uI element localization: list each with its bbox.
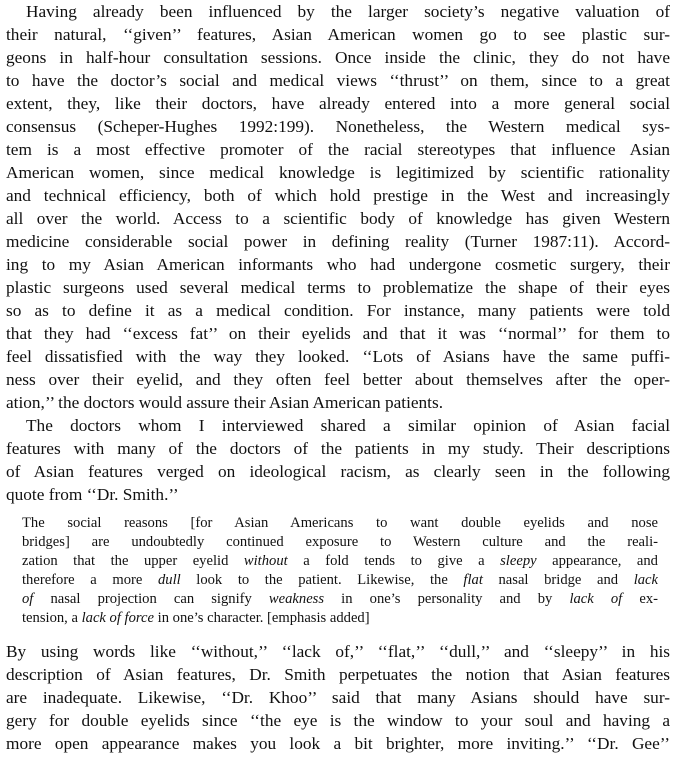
blockquote-line-5: of nasal projection can signify weakness in one’s personality and by lack of ex- bbox=[22, 591, 658, 607]
para1-line-13: plastic surgeons used several medical terms to problematize the shape of their eyes bbox=[6, 278, 670, 297]
para1-line-1: Having already been influenced by the larger society’s negative valuation of bbox=[26, 2, 670, 21]
para3-line-4: gery for double eyelids since ‘‘the eye is the window to your soul and having a bbox=[6, 711, 670, 730]
para2-line-3: of Asian features verged on ideological racism, as clearly seen in the following bbox=[6, 462, 670, 481]
emphasis-dull: dull bbox=[157, 572, 181, 588]
para1-line-18: ation,’’ the doctors would assure their Asian American patients. bbox=[6, 393, 444, 412]
para1-line-14: so as to define it as a medical condition. For instance, many patients were told bbox=[6, 301, 670, 320]
emphasis-lack: lack bbox=[633, 572, 658, 588]
para1-line-4: to have the doctor’s social and medical views ‘‘thrust’’ on them, since to a great bbox=[6, 71, 670, 90]
para1-line-7: tem is a most effective promoter of the racial stereotypes that influence Asian bbox=[6, 140, 670, 159]
para3-line-1: By using words like ‘‘without,’’ ‘‘lack of,’’ ‘‘flat,’’ ‘‘dull,’’ and ‘‘sleepy’’ in his bbox=[6, 642, 670, 661]
para1-line-12: ing to my Asian American informants who had undergone cosmetic surgery, their bbox=[6, 255, 670, 274]
para1-line-17: ness over their eyelid, and they often feel better about themselves after the oper- bbox=[6, 370, 670, 389]
emphasis-sleepy: sleepy bbox=[500, 553, 537, 569]
para3-line-5: more open appearance makes you look a bit brighter, more inviting.’’ ‘‘Dr. Gee’’ bbox=[6, 734, 670, 753]
para1-line-5: extent, they, like their doctors, have already entered into a more general social bbox=[6, 94, 670, 113]
para1-line-9: and technical efficiency, both of which hold prestige in the West and increasingly bbox=[6, 186, 670, 205]
para3-line-2: description of Asian features, Dr. Smith perpetuates the notion that Asian features bbox=[6, 665, 670, 684]
para1-line-11: medicine considerable social power in defining reality (Turner 1987:11). Accord- bbox=[6, 232, 670, 251]
emphasis-lack-of-force: lack of force bbox=[81, 610, 154, 626]
para2-line-1: The doctors whom I interviewed shared a similar opinion of Asian facial bbox=[26, 416, 670, 435]
para3-line-3: are inadequate. Likewise, ‘‘Dr. Khoo’’ said that many Asians should have sur- bbox=[6, 688, 670, 707]
emphasis-flat: flat bbox=[463, 572, 483, 588]
para2-line-4: quote from ‘‘Dr. Smith.’’ bbox=[6, 485, 179, 504]
para1-line-16: feel dissatisfied with the way they looked. ‘‘Lots of Asians have the same puffi- bbox=[6, 347, 670, 366]
para1-line-2: their natural, ‘‘given’’ features, Asian American women go to see plastic sur- bbox=[6, 25, 670, 44]
blockquote-line-4: therefore a more dull look to the patient. Likewise, the flat nasal bridge and lack bbox=[22, 572, 658, 588]
para1-line-8: American women, since medical knowledge is legitimized by scientific rationality bbox=[6, 163, 670, 182]
emphasis-without: without bbox=[243, 553, 288, 569]
emphasis-of: of bbox=[22, 591, 34, 607]
blockquote-line-1: The social reasons [for Asian Americans to want double eyelids and nose bbox=[22, 515, 658, 531]
blockquote-line-3: zation that the upper eyelid without a fold tends to give a sleepy appearance, and bbox=[22, 553, 658, 569]
emphasis-lack-of: lack of bbox=[569, 591, 623, 607]
blockquote-line-6: tension, a lack of force in one’s character. [emphasis added] bbox=[22, 610, 370, 626]
emphasis-weakness: weakness bbox=[268, 591, 325, 607]
para2-line-2: features with many of the doctors of the patients in my study. Their descriptions bbox=[6, 439, 670, 458]
blockquote-line-2: bridges] are undoubtedly continued exposure to Western culture and the reali- bbox=[22, 534, 658, 550]
para1-line-15: that they had ‘‘excess fat’’ on their eyelids and that it was ‘‘normal’’ for them to bbox=[6, 324, 670, 343]
para1-line-6: consensus (Scheper-Hughes 1992:199). Nonetheless, the Western medical sys- bbox=[6, 117, 670, 136]
para1-line-10: all over the world. Access to a scientific body of knowledge has given Western bbox=[6, 209, 670, 228]
para1-line-3: geons in half-hour consultation sessions. Once inside the clinic, they do not have bbox=[6, 48, 670, 67]
